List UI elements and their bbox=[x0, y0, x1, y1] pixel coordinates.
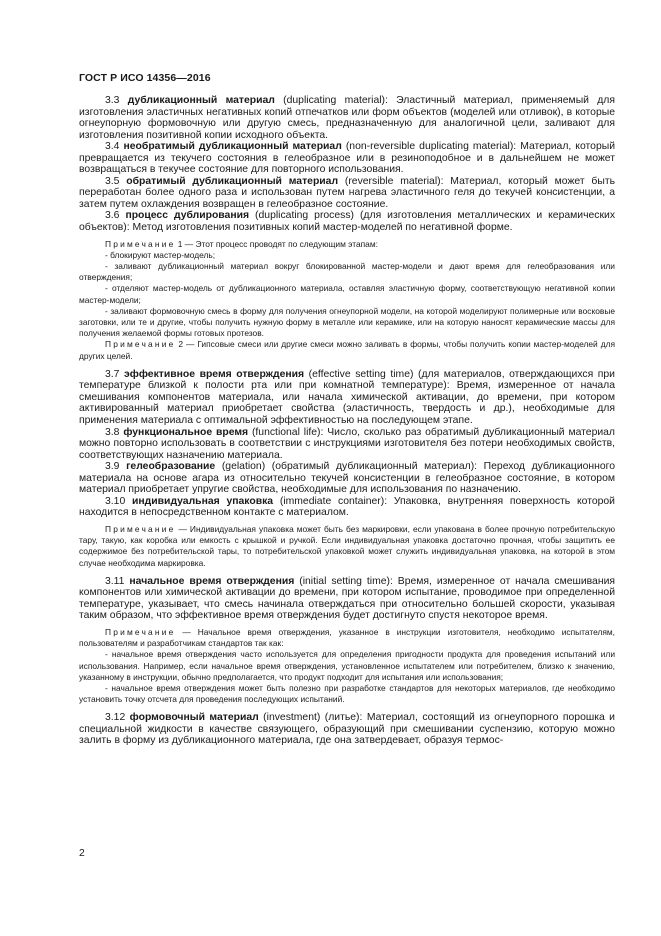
note-3-6-1 bbox=[79, 239, 615, 250]
term-name: формовочный материал bbox=[129, 712, 259, 724]
note-3-6-2 bbox=[79, 339, 615, 361]
list-item: - заливают формовочную смесь в форму для получения огнеупорной модели, на которой моделируют полимерные или восковые заготовки, или те и другие, чтобы получить нужную форму в металле или керамике, или на которую наносят керамические массы для получения желаемой формы готовых протезов. bbox=[79, 305, 615, 339]
term-3-8 bbox=[79, 427, 615, 462]
term-number: 3.8 bbox=[105, 426, 120, 438]
term-number: 3.3 bbox=[105, 95, 120, 106]
term-definition: (investment) (литье): Материал, состоящий из огнеупорного порошка и специальной жидкости в качестве связующего, образующий при смешивании суспензию, которую можно залить в форму из дубликационного материала, где она затвердевает, образуя термос- bbox=[79, 712, 615, 747]
term-3-11 bbox=[79, 576, 615, 622]
term-definition: (effective setting time) (для материалов, отверждающихся при температуре близкой к полости рта или при комнатной температуре): Время, измеренное от начала смешивания компонентов материала, или начала химической активации, до времени, при котором активированный материал приобретает свойства (эластичность, твердость и др.), необходимые для применения материала с оптимальной эффективностью на последующем этапе. bbox=[79, 368, 615, 426]
term-name: индивидуальная упаковка bbox=[132, 495, 274, 507]
list-item: - блокируют мастер-модель; bbox=[105, 249, 216, 260]
term-number: 3.4 bbox=[105, 141, 120, 153]
term-3-7 bbox=[79, 369, 615, 427]
document-body bbox=[79, 95, 615, 747]
term-number: 3.9 bbox=[105, 461, 120, 473]
term-name: процесс дублирования bbox=[125, 210, 250, 222]
term-number: 3.7 bbox=[105, 368, 120, 380]
list-item: - заливают дубликационный материал вокруг блокированной мастер-модели и дают время для гелеобразования или отверждения; bbox=[79, 260, 615, 283]
term-definition: (duplicating material): Эластичный материал, применяемый для изготовления эластичных негативных копий отпечатков или форм объектов (моделей или отливок), в которые огнеупорную формовочную или другую смесь, предназначенную для аналогичной цели, заливают для изготовления позитивной копии исходного объекта. bbox=[79, 95, 615, 141]
term-number: 3.6 bbox=[105, 210, 120, 222]
list-item: - отделяют мастер-модель от дубликационного материала, оставляя эластичную форму, соответствующую негативной копии мастер-модели; bbox=[79, 283, 615, 305]
list-item: - начальное время отверждения часто используется для определения пригодности продукта для проведения испытаний или использования. Например, если начальное время отверждения, установленное испытателем или потребителем, близко к значению, указанному в инструкции, обычно предполагается, что продукт подходит для испытания или использования; bbox=[79, 649, 615, 682]
term-definition: (reversible material): Материал, который может быть переработан более одного раза и использован путем нагрева эластичного геля до текучей консистенции, а затем путем охлаждения возвращен в гелеобразное состояние. bbox=[79, 175, 615, 210]
note-text: — Начальное время отверждения, указанное в инструкции изготовителя, необходимо испытателям, пользователям и разработчикам стандартов так как: bbox=[79, 626, 615, 649]
note-label: Примечание bbox=[105, 238, 176, 249]
term-definition: (gelation) (обратимый дубликационный материал): Переход дубликационного материала на основе агара из относительно текучей консистенции в гелеобразное состояние, в котором материал приобретает упругие свойства, необходимые для использования по назначению. bbox=[79, 461, 616, 496]
standard-header: ГОСТ Р ИСО 14356—2016 bbox=[79, 72, 211, 84]
term-3-9 bbox=[79, 461, 615, 496]
term-3-5 bbox=[79, 176, 615, 211]
term-definition: (duplicating process) (для изготовления металлических и керамических объектов): Метод изготовления позитивных копий мастер-моделей по негативной форме. bbox=[79, 210, 616, 234]
note-label: Примечание bbox=[105, 523, 176, 534]
note-label: Примечание bbox=[105, 339, 176, 350]
term-3-3 bbox=[79, 95, 615, 141]
term-number: 3.12 bbox=[105, 712, 126, 724]
note-text: 1 — Этот процесс проводят по следующим этапам: bbox=[175, 238, 378, 249]
term-number: 3.10 bbox=[105, 495, 126, 507]
term-definition: (initial setting time): Время, измеренное от начала смешивания компонентов или химической активации до времени, при котором испытание, проводимое при определенной температуре, указывает, что смесь начинала отверждаться при относительно большей скорости, указывая таким образом, что эффективное время отверждения будет достигнуто спустя некоторое время. bbox=[79, 575, 616, 622]
note-3-11 bbox=[79, 627, 615, 649]
page-number: 2 bbox=[79, 848, 85, 859]
term-3-10 bbox=[79, 496, 615, 519]
term-3-12 bbox=[79, 712, 615, 747]
term-3-4 bbox=[79, 141, 615, 176]
note-text: 2 — Гипсовые смеси или другие смеси можно заливать в формы, чтобы получить копии мастер-моделей для других целей. bbox=[79, 339, 615, 361]
term-definition: (functional life): Число, сколько раз обратимый дубликационный материал можно повторно использовать в соответствии с инструкциями изготовителя без потери необходимых свойств, соответствующих назначению материала. bbox=[79, 426, 615, 461]
note-text: — Индивидуальная упаковка может быть без маркировки, если упакована в более прочную потребительскую тару, такую, как коробка или емкость с крышкой и ручкой. Если индивидуальная упаковка достаточно прочная, чтобы защитить ее содержимое без потребительской тары, то потребительской упаковкой может служить индивидуальная упаковка, на которой в этом случае необходима маркировка. bbox=[79, 523, 615, 568]
note-3-10 bbox=[79, 524, 615, 569]
term-name: функциональное время bbox=[123, 426, 249, 438]
term-name: дубликационный материал bbox=[127, 95, 275, 106]
term-name: эффективное время отверждения bbox=[124, 368, 305, 380]
term-3-6 bbox=[79, 210, 615, 233]
term-name: обратимый дубликационный материал bbox=[126, 175, 339, 187]
list-item: - начальное время отверждения может быть полезно при разработке стандартов для некоторых материалов, где необходимо установить точку отсчета для проведения последующих испытаний. bbox=[79, 682, 615, 705]
note-label: Примечание bbox=[105, 626, 176, 637]
term-name: начальное время отверждения bbox=[129, 575, 295, 587]
term-name: гелеобразование bbox=[126, 461, 216, 473]
term-definition: (immediate container): Упаковка, внутренняя поверхность которой находится в непосредственном контакте с материалом. bbox=[79, 495, 615, 519]
term-number: 3.11 bbox=[105, 575, 125, 587]
term-number: 3.5 bbox=[105, 175, 120, 187]
term-name: необратимый дубликационный материал bbox=[123, 141, 342, 153]
term-definition: (non-reversible duplicating material): Материал, который превращается из текучего состояния в гелеобразное или в резиноподобное и в дальнейшем не может возвращаться в текучее состояние для повторного использования. bbox=[79, 141, 615, 176]
